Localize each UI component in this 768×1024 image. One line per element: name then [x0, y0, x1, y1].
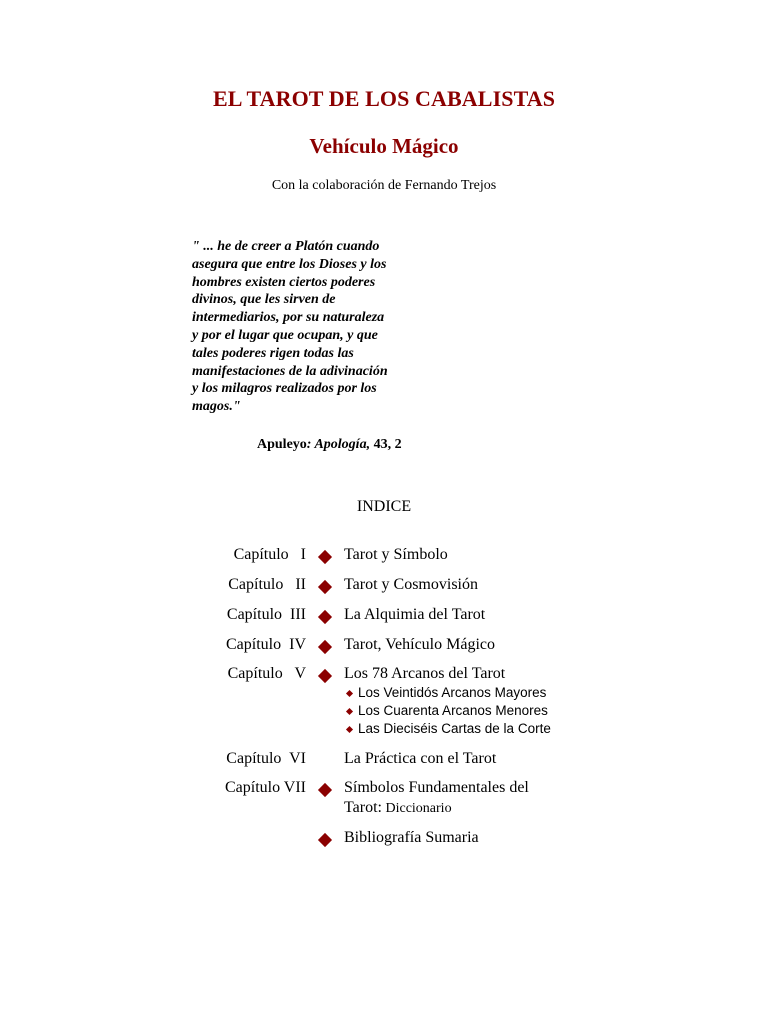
quote-line: manifestaciones de la adivinación — [192, 363, 388, 379]
attribution-reference: 43, 2 — [370, 437, 402, 452]
quote-attribution — [257, 437, 402, 453]
quote-line: intermediarios, por su naturaleza — [192, 310, 385, 326]
bullet-diamond-icon — [318, 610, 332, 624]
index-link-court-cards[interactable]: Las Dieciséis Cartas de la Corte — [358, 721, 551, 736]
index-link-major-arcana[interactable]: Los Veintidós Arcanos Mayores — [358, 685, 547, 700]
chapter-label: Capítulo VI — [226, 750, 306, 767]
document-title: EL TAROT DE LOS CABALISTAS — [212, 86, 556, 111]
bullet-diamond-small-icon — [346, 708, 353, 715]
index-link-chapter-2[interactable]: Tarot y Cosmovisión — [344, 576, 478, 593]
chapter-7-dictionary: Diccionario — [381, 801, 452, 816]
attribution-work: Apología, — [314, 437, 371, 452]
quote-line: y los milagros realizados por los — [192, 381, 377, 397]
quote-line: y por el lugar que ocupan, y que — [192, 327, 378, 343]
epigraph-quote — [192, 238, 422, 416]
index-title: INDICE — [356, 498, 412, 515]
bullet-diamond-icon — [318, 640, 332, 654]
chapter-label: Capítulo VII — [224, 779, 306, 796]
index-link-chapter-4[interactable]: Tarot, Vehículo Mágico — [344, 636, 495, 653]
bullet-diamond-icon — [318, 833, 332, 847]
chapter-label: Capítulo I — [233, 546, 306, 563]
quote-line: divinos, que les sirven de — [192, 292, 336, 308]
quote-line: magos." — [192, 399, 241, 415]
bullet-diamond-small-icon — [346, 726, 353, 733]
index-link-chapter-7[interactable]: Símbolos Fundamentales del — [344, 779, 529, 796]
quote-line: " ... he de creer a Platón cuando — [192, 239, 380, 254]
quote-line: tales poderes rigen todas las — [192, 345, 354, 361]
index-link-chapter-7-cont[interactable] — [344, 799, 452, 817]
chapter-label: Capítulo III — [226, 606, 306, 623]
collaboration-credit: Con la colaboración de Fernando Trejos — [271, 178, 497, 193]
chapter-7-title-line2: Tarot: — [344, 799, 382, 816]
index-link-bibliography[interactable]: Bibliografía Sumaria — [344, 829, 479, 846]
chapter-label: Capítulo V — [227, 665, 306, 682]
bullet-diamond-icon — [318, 783, 332, 797]
attribution-separator: : — [306, 437, 315, 452]
chapter-label: Capítulo IV — [226, 636, 306, 653]
index-link-chapter-5[interactable]: Los 78 Arcanos del Tarot — [344, 665, 506, 682]
quote-line: hombres existen ciertos poderes — [192, 274, 376, 290]
index-link-minor-arcana[interactable]: Los Cuarenta Arcanos Menores — [358, 703, 548, 718]
document-subtitle: Vehículo Mágico — [309, 134, 459, 158]
quote-line: asegura que entre los Dioses y los — [192, 256, 387, 272]
bullet-diamond-icon — [318, 550, 332, 564]
bullet-diamond-icon — [318, 669, 332, 683]
index-link-chapter-3[interactable]: La Alquimia del Tarot — [344, 606, 486, 623]
index-link-chapter-1[interactable]: Tarot y Símbolo — [344, 546, 448, 563]
chapter-label: Capítulo II — [228, 576, 306, 593]
bullet-diamond-icon — [318, 580, 332, 594]
index-link-chapter-6[interactable]: La Práctica con el Tarot — [344, 750, 497, 767]
attribution-author: Apuleyo — [257, 437, 307, 452]
bullet-diamond-small-icon — [346, 690, 353, 697]
